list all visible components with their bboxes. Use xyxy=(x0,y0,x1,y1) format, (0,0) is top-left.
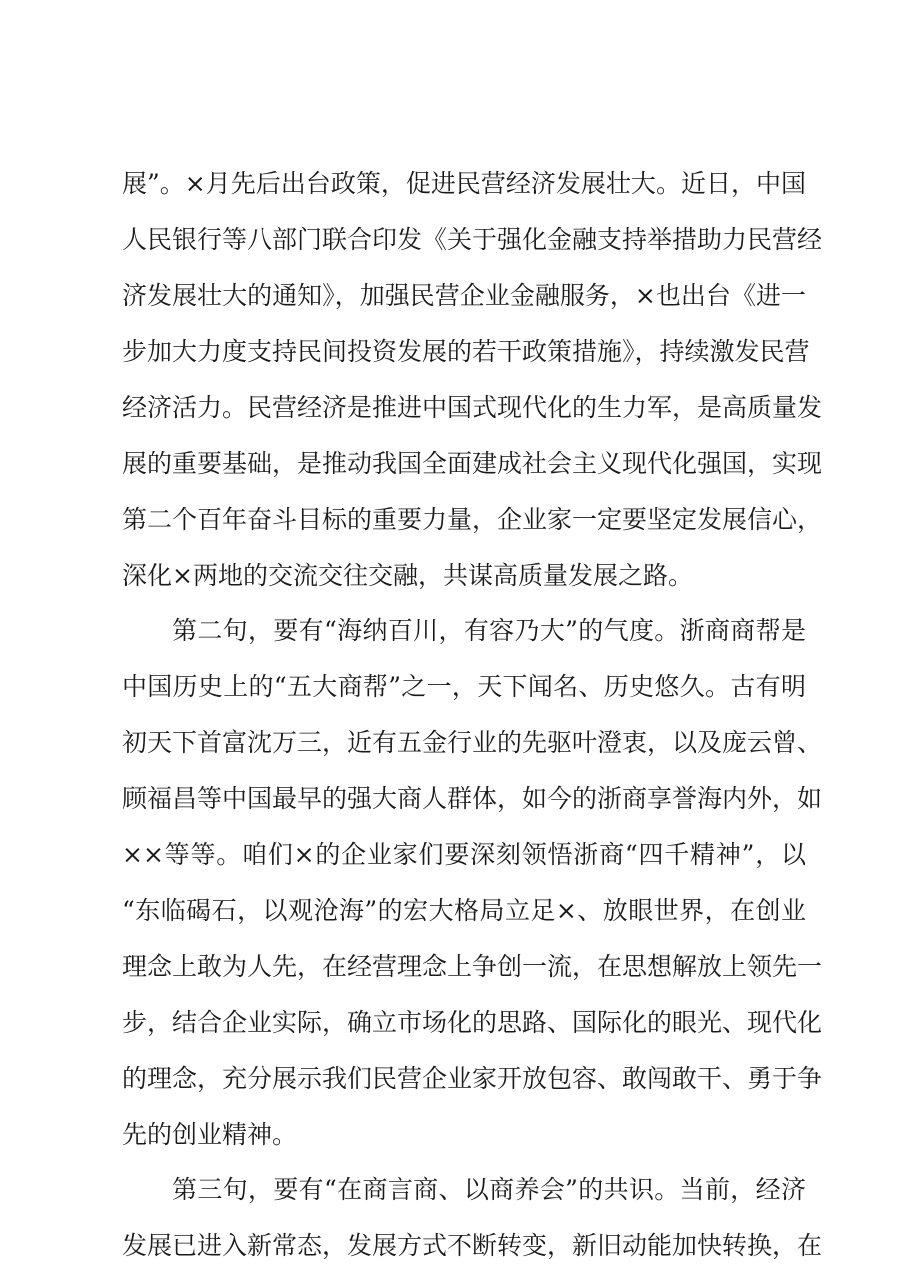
text-line-1: 展”。×月先后出台政策，促进民营经济发展壮大。近日，中国 xyxy=(122,169,806,198)
text-line-5: 经济活力。民营经济是推进中国式现代化的生力军，是高质量发 xyxy=(122,393,823,422)
paragraph-3-line-1: 第三句，要有“在商言商、以商养会”的共识。当前，经济 xyxy=(172,1175,806,1204)
text-line-7: 第二个百年奋斗目标的重要力量，企业家一定要坚定发展信心， xyxy=(122,505,823,534)
text-line-13: ××等等。咱们×的企业家们要深刻领悟浙商“四千精神”，以 xyxy=(122,840,806,869)
text-line-16: 步，结合企业实际，确立市场化的思路、国际化的眼光、现代化 xyxy=(122,1008,823,1037)
text-line-10: 中国历史上的“五大商帮”之一，天下闻名、历史悠久。古有明 xyxy=(122,672,806,701)
text-line-6: 展的重要基础，是推动我国全面建成社会主义现代化强国，实现 xyxy=(122,449,823,478)
text-line-11: 初天下首富沈万三，近有五金行业的先驱叶澄衷，以及庞云曾、 xyxy=(122,728,823,757)
text-line-17: 的理念，充分展示我们民营企业家开放包容、敢闯敢干、勇于争 xyxy=(122,1064,823,1093)
text-line-12: 顾福昌等中国最早的强大商人群体，如今的浙商享誉海内外，如 xyxy=(122,784,823,813)
paragraph-2-line-1: 第二句，要有“海纳百川，有容乃大”的气度。浙商商帮是 xyxy=(172,616,806,645)
text-line-4: 步加大力度支持民间投资发展的若干政策措施》，持续激发民营 xyxy=(122,337,810,366)
text-line-2: 人民银行等八部门联合印发《关于强化金融支持举措助力民营经 xyxy=(122,225,823,254)
text-line-18: 先的创业精神。 xyxy=(122,1120,298,1149)
text-line-15: 理念上敢为人先，在经营理念上争创一流，在思想解放上领先一 xyxy=(122,952,823,981)
text-line-3: 济发展壮大的通知》，加强民营企业金融服务，×也出台《进一 xyxy=(122,281,806,310)
text-line-8: 深化×两地的交流交往交融，共谋高质量发展之路。 xyxy=(122,561,693,590)
text-line-20: 发展已进入新常态，发展方式不断转变，新旧动能加快转换，在 xyxy=(122,1231,823,1260)
text-line-14: “东临碣石，以观沧海”的宏大格局立足×、放眼世界，在创业 xyxy=(122,896,806,925)
